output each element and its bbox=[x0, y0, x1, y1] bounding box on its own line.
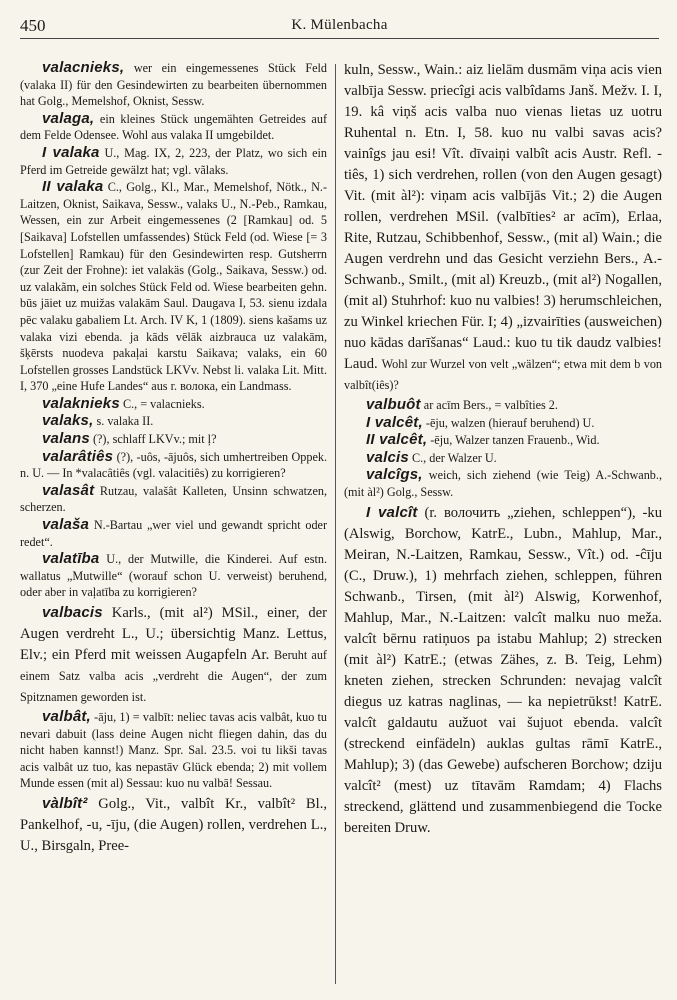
entry-etymology: Wohl zur Wurzel von velt „wälzen“; etwa mit dem b von valbît(iês)? bbox=[344, 357, 662, 392]
entry-headword: valbacis bbox=[42, 604, 103, 621]
entry-text: ar acīm Bers., = valbîties 2. bbox=[423, 398, 558, 412]
entry-text: (r. волочить „ziehen, schleppen“), -ku (Alswig, Borchow, KatrE., Lubn., Mahlup, Mar., Meiran, N.-Laitzen, Ramkau, Sessw., Vît.) od. -ĉīju (C., Druw.), 1) mehrfach ziehen, schleppen, führen Schwanb., Tirsen, (mit àl²) Alswig, Korwenhof, Mahlup, Mar., N.-Laitzen: valcît malku nuo meža. valcît bērnu ratiņuos pa istabu Mahlup; 2) strecken (mit àl²) KatrE.; (etwas Zähes, z. B. Teig, Lehm) kneten ziehen, strecken Schrunden: nevajag valcît diegus uz katras naglinas, — ka nepietrūkst! KatrE. valcît galdautu aužuot vai šujuot ebenda. valcît (streckend einfädeln) auklas gultas rāmī KatrE., Mahlup); 3) (das Gewebe) aufscheren Borchow; dziju valcît² (mest) uz tītavām Ramdam; 4) Flachs streckend, glättend und zusammenbiegend die Tocke bereiten Druw. bbox=[344, 504, 662, 836]
dictionary-entry bbox=[20, 179, 327, 395]
entry-text: C., Golg., Kl., Mar., Memelshof, Nötk., N.-Laitzen, Oknist, Saikava, Sessw., valaks U., N.-Peb., Ramkau, Wessen, ein zur Arbeit eingemessenes (2 [Ramkau] od. 5 [Saikava] Lofstellen umfassendes) Stück Feld (od. Wiese [= 3 Lofstellen] Ramkau) für den Gesindewirten resp. Gutsherrn (zur Zeit der Frohne): iet valakäs (Golg., Saikava, Sessw.) od. uz valakãm, ein solches Stück Feld od. Wiese bearbeiten gehn. būs jāiet uz muižas valakām Saul. Daugava I, 53. sienu izdala pēc valaku gabaliem Lt. Arch. IV K, 1 (1809). siens kašams uz valaka vizi ebenda. ja kāds vēlāk aizbrauca uz valakām, šķērsts nuodeva pakaļai karstu Saikava; valaks, ein 60 Lofstellen grosses Landstück LKVv. Nebst li. valaka Lit. Mitt. I, 370 „eine Hufe Landes“ aus r. волока, ein Landmass. bbox=[20, 180, 327, 394]
entry-headword: valaša bbox=[42, 516, 90, 534]
entry-headword: valatība bbox=[42, 550, 100, 568]
dictionary-entry bbox=[344, 450, 662, 467]
entry-etymology: Beruht auf einem Satz valba acis „verdreht die Augen“, der zum Spitznamen geworden ist. bbox=[20, 648, 327, 704]
dictionary-entry bbox=[20, 793, 327, 857]
entry-headword: I valcît bbox=[366, 503, 418, 521]
dictionary-entry bbox=[20, 60, 327, 110]
text-columns bbox=[20, 60, 660, 995]
entry-headword: valaks, bbox=[42, 412, 94, 430]
dictionary-entry bbox=[20, 709, 327, 792]
page-header bbox=[20, 14, 659, 39]
entry-headword: valacnieks, bbox=[42, 60, 125, 76]
entry-text: C., der Walzer U. bbox=[411, 450, 497, 465]
entry-text: (?), schlaff LKVv.; mit ļ? bbox=[92, 432, 217, 447]
dictionary-entry bbox=[20, 483, 327, 516]
entry-headword: vàlbît² bbox=[42, 794, 88, 812]
dictionary-entry bbox=[344, 415, 662, 432]
entry-headword: valcis bbox=[366, 448, 409, 466]
entry-text: s. valaka II. bbox=[96, 414, 154, 429]
entry-text: -ēju, Walzer tanzen Frauenb., Wid. bbox=[430, 433, 600, 448]
entry-text: -ēju, walzen (hierauf beruhend) U. bbox=[425, 415, 595, 430]
dictionary-entry bbox=[20, 396, 327, 413]
entry-text: U., der Mutwille, die Kinderei. Auf estn. wallatus „Mutwille“ (worauf schon U. verweist) beruhend, oder aber in vaļatība zu korrigieren? bbox=[20, 552, 327, 600]
dictionary-entry bbox=[20, 602, 327, 708]
entry-headword: valasât bbox=[42, 481, 95, 499]
dictionary-entry bbox=[20, 145, 327, 178]
dictionary-entry bbox=[344, 432, 662, 449]
entry-headword: valarâtiês bbox=[42, 447, 114, 465]
entry-headword: II valaka bbox=[42, 178, 104, 196]
column-divider bbox=[335, 64, 336, 984]
page-number: 450 bbox=[20, 16, 46, 35]
dictionary-entry bbox=[20, 517, 327, 550]
entry-headword: valbuôt bbox=[366, 396, 421, 413]
entry-text: Karls., (mit al²) MSil., einer, der Augen verdreht L., U.; übersichtig Manz. Lettus, Elv.; ein Pferd mit weissen Augapfeln Ar. bbox=[20, 605, 327, 663]
entry-text: weich, sich ziehend (wie Teig) A.-Schwanb., (mit àl²) Golg., Sessw. bbox=[344, 468, 662, 499]
dictionary-entry bbox=[20, 449, 327, 482]
entry-headword: valans bbox=[42, 430, 90, 448]
left-column bbox=[20, 60, 327, 990]
running-head: K. Mülenbacha bbox=[291, 17, 388, 33]
entry-headword: I valcêt, bbox=[366, 413, 423, 431]
entry-text: -āju, 1) = valbīt: neliec tavas acis valbât, kuo tu nevari dabuit (lass deine Augen nicht fliegen dahin, das du nicht haben kannst!) Manz. Spr. Sal. 23.5. voi tu likši tavas acis valbât uz tuo, kas nepastāv Glück ebenda; 2) mit vollem Munde essen (mit al) Sessau: kuo nu valbā! Sessau. bbox=[20, 710, 327, 791]
entry-text: ein kleines Stück ungemähten Getreides auf dem Felde Odensee. Wohl aus valaka II umgebildet. bbox=[20, 111, 327, 143]
entry-headword: I valaka bbox=[42, 143, 100, 161]
entry-headword: valaga, bbox=[42, 109, 95, 127]
dictionary-entry bbox=[20, 111, 327, 144]
entry-text: Golg., Vit., valbît Kr., valbît² Bl., Pankelhof, -u, -īju, (die Augen) rollen, verdrehen L., U., Birsgaln, Pree- bbox=[20, 795, 327, 854]
entry-text: wer ein eingemessenes Stück Feld (valaka II) für den Gesindewirten zu bearbeiten übernommen hat Golg., Memelshof, Oknist, Sessw. bbox=[20, 61, 327, 109]
dictionary-entry bbox=[344, 60, 662, 396]
entry-headword: valbât, bbox=[42, 708, 91, 725]
entry-headword: valaknieks bbox=[42, 394, 120, 412]
dictionary-entry bbox=[344, 502, 662, 839]
entry-text: kuln, Sessw., Wain.: aiz lielām dusmām viņa acis vien valbīja Sessw. priecîgi acis valbîdams Janš. Mežv. I. I, 19. kâ viņš acis valba nuo vienas lietas uz uotru Ruhental n. Etn. I, 58. kuo nu valbi savas acis? vainîgs jau esi! Vît. dīvaiņi valbît acis Austr. Refl. -tiês, 1) sich verdrehen, rollen (von den Augen gesagt) Vit. (mit àl²): viņam acis valbījās Vit.; 2) die Augen rollen, verdrehen MSil. (valbīties² ar acīm), Erlaa, Rite, Rutzau, Schibbenhof, Sessw., (mit al) Wain.; die Augen verdrehn und das Gesicht verziehn Bers., A.-Schwanb., Smilt., (mit al) Kreuzb., (mit al²) Nogallen, (mit al) Stuhrhof: kuo nu valbies! 3) herumschleichen, zu Winkel kriechen Für. I; 4) „izvairīties (ausweichen) nuo kādas darīšanas“ Laud.: kuo tu tik daudz valbies! Laud. bbox=[344, 62, 662, 372]
dictionary-entry bbox=[344, 467, 662, 500]
dictionary-entry bbox=[20, 413, 327, 430]
right-column bbox=[344, 60, 662, 990]
entry-text: Rutzau, valašât Kalleten, Unsinn schwatzen, scherzen. bbox=[20, 483, 327, 515]
dictionary-entry bbox=[20, 431, 327, 448]
dictionary-entry bbox=[20, 551, 327, 601]
entry-headword: valcîgs, bbox=[366, 466, 423, 484]
entry-text: (?), -uôs, -ājuôs, sich umhertreiben Oppek. n. U. — In *valacâtiês (vgl. valacitiês) zu korrigieren? bbox=[20, 449, 327, 481]
entry-text: N.-Bartau „wer viel und gewandt spricht oder redet“. bbox=[20, 518, 327, 549]
entry-text: C., = valacnieks. bbox=[122, 396, 205, 411]
entry-headword: II valcêt, bbox=[366, 431, 428, 449]
dictionary-entry bbox=[344, 397, 662, 414]
entry-text: U., Mag. IX, 2, 223, der Platz, wo sich ein Pferd im Getreide gewälzt hat; vgl. vãlaks. bbox=[20, 145, 327, 177]
